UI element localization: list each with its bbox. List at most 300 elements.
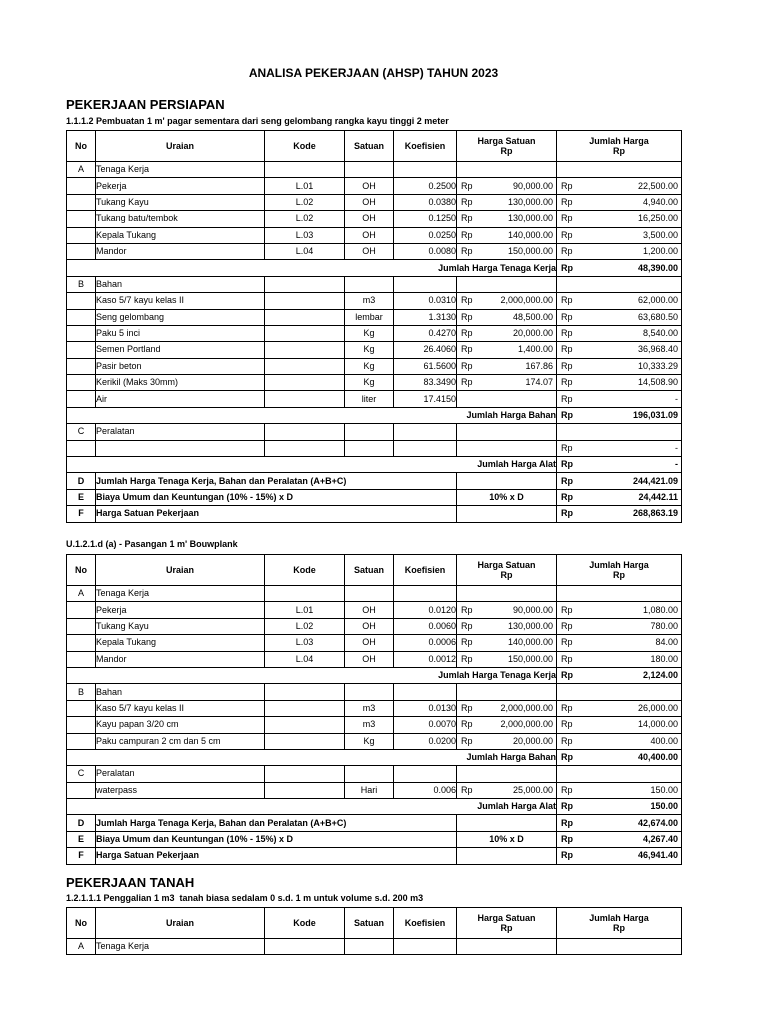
cell-kode [265, 733, 345, 749]
header-harga-satuan-unit: Rp [500, 923, 513, 933]
amount-value: 1,200.00 [642, 246, 678, 257]
table-row-item [67, 782, 682, 798]
cell-jumlah-harga [557, 293, 682, 309]
cell-harga-satuan [457, 618, 557, 634]
money-cell [457, 213, 556, 224]
cell-satuan: OH [345, 211, 394, 227]
table-row-group [67, 424, 682, 440]
cell-kode [265, 342, 345, 358]
amount-value: 24,442.11 [638, 492, 678, 502]
currency-label: Rp [461, 196, 473, 207]
cell-empty [394, 684, 457, 700]
money-cell [457, 605, 556, 616]
currency-label: Rp [461, 360, 473, 371]
cell-uraian: Kaso 5/7 kayu kelas II [96, 293, 265, 309]
ahsp-table-penggalian [66, 907, 681, 955]
money-cell [557, 443, 681, 454]
cell-koefisien: 0.006 [394, 782, 457, 798]
cell-harga-satuan [457, 602, 557, 618]
cell-no: A [67, 162, 96, 178]
amount-value: 40,400.00 [637, 752, 678, 763]
money-cell [557, 492, 681, 503]
cell-kode [265, 358, 345, 374]
subtotal-label: Jumlah Harga Tenaga Kerja [67, 667, 557, 683]
cell-uraian: Pasir beton [96, 358, 265, 374]
money-cell [557, 670, 681, 681]
amount-value: - [675, 393, 678, 404]
cell-harga-satuan [457, 700, 557, 716]
amount-value: 14,508.90 [637, 377, 678, 388]
cell-uraian: Kayu papan 3/20 cm [96, 717, 265, 733]
cell-koefisien: 0.0006 [394, 635, 457, 651]
cell-empty [457, 939, 557, 955]
cell-no: E [67, 489, 96, 505]
cell-kode: L.03 [265, 227, 345, 243]
header-kode-label: Kode [293, 565, 316, 575]
money-cell [557, 213, 681, 224]
cell-koefisien: 1.3130 [394, 309, 457, 325]
table-row-subtotal [67, 407, 682, 423]
summary-label: Harga Satuan Pekerjaan [96, 506, 457, 522]
amount-value: 180.00 [650, 653, 678, 664]
header-satuan [345, 908, 394, 939]
amount-value: 14,000.00 [637, 719, 678, 730]
cell-kode [265, 375, 345, 391]
table-row-subtotal [67, 457, 682, 473]
cell-empty [394, 424, 457, 440]
money-cell [557, 394, 681, 405]
header-harga-satuan-label: Harga Satuan [477, 913, 536, 923]
cell-uraian [96, 440, 265, 456]
table-row-summary [67, 831, 682, 847]
cell-harga-satuan [457, 733, 557, 749]
header-koefisien [394, 131, 457, 162]
amount-value: 150,000.00 [507, 246, 553, 257]
amount-value: 167.86 [525, 360, 553, 371]
table-row-group [67, 162, 682, 178]
amount-value: 150.00 [650, 784, 678, 795]
cell-koefisien: 0.0200 [394, 733, 457, 749]
cell-no [67, 733, 96, 749]
money-cell [457, 312, 556, 323]
cell-empty [394, 586, 457, 602]
subtotal-label: Jumlah Harga Alat [67, 457, 557, 473]
currency-label: Rp [561, 393, 573, 404]
cell-kode: L.01 [265, 602, 345, 618]
cell-uraian: waterpass [96, 782, 265, 798]
cell-satuan: OH [345, 194, 394, 210]
header-jumlah-harga-label: Jumlah Harga [589, 913, 649, 923]
table-row-item [67, 733, 682, 749]
cell-uraian: Air [96, 391, 265, 407]
cell-harga-satuan [457, 651, 557, 667]
cell-empty [394, 162, 457, 178]
cell-koefisien: 0.0310 [394, 293, 457, 309]
ahsp-table [66, 554, 682, 865]
table-header-row [67, 131, 682, 162]
currency-label: Rp [561, 637, 573, 648]
cell-kode [265, 782, 345, 798]
cell-jumlah-harga [557, 506, 682, 522]
cell-harga-satuan [457, 440, 557, 456]
money-cell [457, 344, 556, 355]
cell-no [67, 717, 96, 733]
cell-satuan: m3 [345, 293, 394, 309]
currency-label: Rp [561, 377, 573, 388]
currency-label: Rp [561, 817, 573, 828]
cell-uraian: Kepala Tukang [96, 635, 265, 651]
cell-satuan: m3 [345, 700, 394, 716]
header-uraian [96, 555, 265, 586]
table-row-item [67, 618, 682, 634]
cell-no [67, 651, 96, 667]
cell-jumlah-harga [557, 227, 682, 243]
amount-value: 48,390.00 [637, 262, 678, 273]
currency-label: Rp [561, 442, 573, 453]
amount-value: 244,421.09 [632, 475, 678, 486]
table-row-item [67, 700, 682, 716]
table-row-item [67, 358, 682, 374]
table-row-item [67, 293, 682, 309]
currency-label: Rp [561, 246, 573, 257]
table-row-group [67, 586, 682, 602]
cell-satuan: Kg [345, 342, 394, 358]
cell-koefisien: 0.2500 [394, 178, 457, 194]
summary-label: Jumlah Harga Tenaga Kerja, Bahan dan Peralatan (A+B+C) [96, 473, 457, 489]
cell-group-label: Peralatan [96, 424, 265, 440]
cell-no: B [67, 276, 96, 292]
cell-uraian: Kerikil (Maks 30mm) [96, 375, 265, 391]
cell-jumlah-harga [557, 602, 682, 618]
amount-value: 20,000.00 [512, 735, 553, 746]
cell-harga-satuan [457, 358, 557, 374]
amount-value: 62,000.00 [637, 295, 678, 306]
cell-no [67, 391, 96, 407]
cell-no [67, 782, 96, 798]
currency-label: Rp [561, 344, 573, 355]
money-cell [557, 834, 681, 845]
cell-koefisien: 0.0080 [394, 243, 457, 259]
summary-note: 10% x D [457, 489, 557, 505]
header-satuan-label: Satuan [353, 141, 384, 151]
cell-jumlah-harga [557, 342, 682, 358]
cell-jumlah-harga [557, 194, 682, 210]
cell-empty [394, 276, 457, 292]
table-row-summary [67, 489, 682, 505]
header-koefisien-label: Koefisien [404, 565, 446, 575]
cell-koefisien: 0.0380 [394, 194, 457, 210]
table-row-item [67, 635, 682, 651]
currency-label: Rp [461, 653, 473, 664]
cell-empty [345, 939, 394, 955]
cell-empty [557, 276, 682, 292]
cell-no [67, 293, 96, 309]
currency-label: Rp [561, 801, 573, 812]
money-cell [557, 719, 681, 730]
cell-jumlah-harga [557, 260, 682, 276]
cell-koefisien: 0.0012 [394, 651, 457, 667]
money-cell [557, 328, 681, 339]
cell-harga-satuan [457, 342, 557, 358]
currency-label: Rp [561, 492, 573, 502]
cell-no: A [67, 939, 96, 955]
cell-empty [265, 424, 345, 440]
amount-value: 3,500.00 [642, 229, 678, 240]
currency-label: Rp [561, 410, 573, 421]
header-uraian-label: Uraian [165, 918, 194, 928]
cell-kode: L.02 [265, 194, 345, 210]
cell-harga-satuan [457, 293, 557, 309]
currency-label: Rp [461, 328, 473, 339]
money-cell [557, 605, 681, 616]
cell-jumlah-harga [557, 733, 682, 749]
amount-value: 16,250.00 [637, 213, 678, 224]
table-body [67, 908, 682, 955]
table-row-summary [67, 848, 682, 864]
cell-koefisien: 17.4150 [394, 391, 457, 407]
table-row-group [67, 766, 682, 782]
currency-label: Rp [461, 719, 473, 730]
cell-harga-satuan [457, 211, 557, 227]
money-cell [557, 459, 681, 470]
cell-no [67, 325, 96, 341]
currency-label: Rp [561, 653, 573, 664]
header-no-label: No [75, 918, 87, 928]
currency-label: Rp [461, 735, 473, 746]
money-cell [557, 476, 681, 487]
table-row-item [67, 309, 682, 325]
amount-value: 2,000,000.00 [500, 295, 553, 306]
header-uraian [96, 131, 265, 162]
cell-satuan: OH [345, 602, 394, 618]
amount-value: 400.00 [650, 735, 678, 746]
subtotal-label: Jumlah Harga Tenaga Kerja [67, 260, 557, 276]
cell-jumlah-harga [557, 407, 682, 423]
cell-harga-satuan [457, 782, 557, 798]
header-satuan-label: Satuan [353, 918, 384, 928]
cell-empty [345, 276, 394, 292]
header-kode [265, 555, 345, 586]
cell-uraian: Paku 5 inci [96, 325, 265, 341]
amount-value: 130,000.00 [507, 213, 553, 224]
money-cell [557, 181, 681, 192]
cell-kode: L.02 [265, 211, 345, 227]
cell-uraian: Seng gelombang [96, 309, 265, 325]
cell-satuan: liter [345, 391, 394, 407]
cell-jumlah-harga [557, 651, 682, 667]
cell-group-label: Tenaga Kerja [96, 939, 265, 955]
header-satuan-label: Satuan [353, 565, 384, 575]
table-row-summary [67, 473, 682, 489]
money-cell [557, 801, 681, 812]
header-jumlah-harga-label: Jumlah Harga [589, 560, 649, 570]
table-row-item [67, 375, 682, 391]
money-cell [457, 377, 556, 388]
cell-jumlah-harga [557, 375, 682, 391]
money-cell [557, 246, 681, 257]
currency-label: Rp [561, 229, 573, 240]
header-no [67, 908, 96, 939]
cell-harga-satuan [457, 375, 557, 391]
cell-jumlah-harga [557, 325, 682, 341]
header-no [67, 555, 96, 586]
money-cell [457, 703, 556, 714]
cell-empty [457, 162, 557, 178]
header-harga-satuan [457, 555, 557, 586]
cell-jumlah-harga [557, 457, 682, 473]
currency-label: Rp [561, 262, 573, 273]
money-cell [557, 736, 681, 747]
amount-value: 130,000.00 [507, 196, 553, 207]
cell-empty [557, 684, 682, 700]
cell-harga-satuan [457, 325, 557, 341]
item-caption: U.1.2.1.d (a) - Pasangan 1 m' Bouwplank [66, 539, 238, 549]
cell-satuan: OH [345, 618, 394, 634]
currency-label: Rp [561, 295, 573, 306]
table-row-item [67, 325, 682, 341]
cell-jumlah-harga [557, 782, 682, 798]
currency-label: Rp [561, 180, 573, 191]
cell-harga-satuan [457, 309, 557, 325]
cell-uraian: Kepala Tukang [96, 227, 265, 243]
money-cell [457, 295, 556, 306]
amount-value: 90,000.00 [512, 180, 553, 191]
currency-label: Rp [561, 702, 573, 713]
cell-no [67, 635, 96, 651]
table-row-summary [67, 815, 682, 831]
table-row-item [67, 391, 682, 407]
currency-label: Rp [561, 328, 573, 339]
cell-no [67, 342, 96, 358]
header-uraian-label: Uraian [165, 141, 194, 151]
money-cell [557, 344, 681, 355]
header-jumlah-harga [557, 131, 682, 162]
cell-satuan: Kg [345, 325, 394, 341]
cell-no: F [67, 848, 96, 864]
amount-value: 22,500.00 [637, 180, 678, 191]
header-jumlah-harga-label: Jumlah Harga [589, 136, 649, 146]
amount-value: 46,941.40 [637, 850, 678, 861]
cell-koefisien: 0.0120 [394, 602, 457, 618]
amount-value: 196,031.09 [632, 410, 678, 421]
cell-satuan: lembar [345, 309, 394, 325]
amount-value: 4,940.00 [642, 196, 678, 207]
cell-no [67, 194, 96, 210]
table-body [67, 555, 682, 865]
amount-value: 26,000.00 [637, 702, 678, 713]
cell-no [67, 211, 96, 227]
money-cell [457, 736, 556, 747]
currency-label: Rp [461, 604, 473, 615]
amount-value: 42,674.00 [637, 817, 678, 828]
header-no [67, 131, 96, 162]
summary-note [457, 506, 557, 522]
cell-empty [557, 424, 682, 440]
cell-koefisien [394, 440, 457, 456]
header-koefisien-label: Koefisien [404, 918, 446, 928]
cell-empty [345, 424, 394, 440]
table-row-subtotal [67, 260, 682, 276]
cell-jumlah-harga [557, 717, 682, 733]
currency-label: Rp [461, 620, 473, 631]
ahsp-table-bouwplank [66, 554, 681, 865]
cell-empty [345, 766, 394, 782]
table-row-summary [67, 506, 682, 522]
table-body [67, 131, 682, 523]
cell-kode [265, 700, 345, 716]
cell-empty [265, 684, 345, 700]
table-row-item [67, 717, 682, 733]
cell-no [67, 618, 96, 634]
money-cell [557, 818, 681, 829]
cell-kode: L.03 [265, 635, 345, 651]
table-row-group [67, 684, 682, 700]
cell-no: D [67, 473, 96, 489]
table-row-item [67, 243, 682, 259]
amount-value: 90,000.00 [512, 604, 553, 615]
cell-no [67, 243, 96, 259]
cell-no: D [67, 815, 96, 831]
table-row-item [67, 651, 682, 667]
cell-jumlah-harga [557, 831, 682, 847]
cell-satuan: Kg [345, 733, 394, 749]
cell-uraian: Pekerja [96, 178, 265, 194]
money-cell [457, 246, 556, 257]
cell-no [67, 602, 96, 618]
money-cell [557, 197, 681, 208]
cell-jumlah-harga [557, 667, 682, 683]
table-header-row [67, 908, 682, 939]
table-row-item [67, 194, 682, 210]
cell-no [67, 178, 96, 194]
money-cell [557, 703, 681, 714]
currency-label: Rp [561, 735, 573, 746]
cell-no [67, 358, 96, 374]
cell-uraian: Paku campuran 2 cm dan 5 cm [96, 733, 265, 749]
table-row-item [67, 211, 682, 227]
cell-empty [265, 586, 345, 602]
currency-label: Rp [561, 196, 573, 207]
amount-value: 130,000.00 [507, 620, 553, 631]
ahsp-table-pagar-sementara [66, 130, 681, 523]
amount-value: 2,124.00 [642, 670, 678, 681]
cell-jumlah-harga [557, 749, 682, 765]
money-cell [557, 752, 681, 763]
cell-jumlah-harga [557, 358, 682, 374]
amount-value: 174.07 [525, 377, 553, 388]
cell-no: F [67, 506, 96, 522]
cell-kode: L.04 [265, 651, 345, 667]
currency-label: Rp [561, 834, 573, 845]
money-cell [557, 785, 681, 796]
cell-harga-satuan [457, 391, 557, 407]
currency-label: Rp [461, 295, 473, 306]
cell-jumlah-harga [557, 799, 682, 815]
cell-uraian: Tukang Kayu [96, 194, 265, 210]
cell-koefisien: 83.3490 [394, 375, 457, 391]
header-kode [265, 131, 345, 162]
amount-value: - [675, 459, 678, 470]
summary-note [457, 815, 557, 831]
amount-value: 1,080.00 [642, 604, 678, 615]
cell-jumlah-harga [557, 178, 682, 194]
currency-label: Rp [561, 784, 573, 795]
cell-jumlah-harga [557, 815, 682, 831]
currency-label: Rp [561, 719, 573, 730]
cell-empty [557, 586, 682, 602]
currency-label: Rp [561, 850, 573, 861]
amount-value: 36,968.40 [637, 344, 678, 355]
